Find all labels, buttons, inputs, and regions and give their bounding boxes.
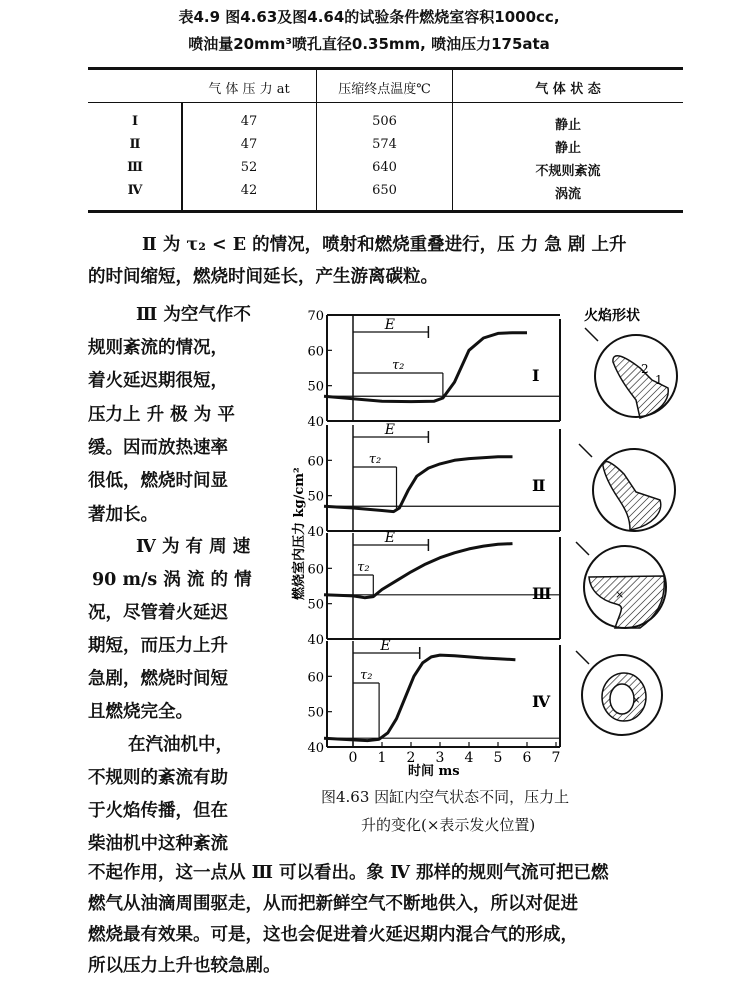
injector-arrow-icon — [579, 444, 592, 457]
panel-name: Ⅲ — [532, 584, 552, 603]
panel-2 — [307, 422, 560, 540]
x-tick-label: 6 — [522, 750, 532, 766]
panel-1 — [307, 309, 560, 430]
cell-state: 静止 — [554, 118, 581, 133]
y-tick-label: 40 — [307, 415, 324, 430]
injector-arrow-icon — [576, 651, 589, 664]
panel-name: Ⅰ — [532, 366, 540, 385]
cell-temperature: 506 — [372, 114, 397, 129]
e-label: E — [384, 422, 395, 438]
side-line: 不规则的紊流有助 — [88, 768, 228, 788]
flame-label: 火焰形状 — [584, 308, 640, 324]
side-line: Ⅳ 为 有 周 速 — [136, 537, 251, 557]
e-label: E — [384, 530, 395, 546]
body-para1-line2: 的时间缩短，燃烧时间延长，产生游离碳粒。 — [88, 267, 438, 287]
side-line: 况，尽管着火延迟 — [88, 603, 228, 623]
side-line: 很低，燃烧时间显 — [88, 471, 228, 491]
cell-temperature: 640 — [372, 160, 397, 175]
side-line: Ⅲ 为空气作不 — [136, 305, 251, 325]
tau-label: τ₂ — [368, 452, 382, 467]
side-line: 著加长。 — [88, 505, 158, 525]
injector-arrow-icon — [576, 542, 589, 555]
side-line: 缓。因而放热速率 — [88, 438, 228, 458]
body-final-line2: 燃气从油滴周围驱走，从而把新鲜空气不断地供入，所以对促进 — [88, 894, 578, 914]
x-tick-label: 2 — [406, 750, 416, 766]
tau-label: τ₂ — [357, 560, 370, 575]
cell-pressure: 52 — [240, 160, 258, 175]
pressure-curve — [324, 333, 527, 402]
side-line: 规则紊流的情况， — [88, 338, 228, 358]
row-label: Ⅱ — [129, 137, 141, 152]
flame-shape-4 — [576, 651, 662, 735]
row-label: Ⅲ — [127, 160, 143, 175]
y-axis-label: 燃烧室内压力 kg/cm² — [292, 467, 307, 600]
x-tick-label: 0 — [348, 750, 358, 766]
cell-state: 涡流 — [554, 187, 581, 202]
body-final-line3: 燃烧最有效果。可是，这也会促进着火延迟期内混合气的形成， — [88, 925, 578, 945]
flame-shape-1 — [585, 328, 677, 418]
figure-caption-line2: 升的变化(×表示发火位置) — [361, 816, 536, 834]
y-tick-label: 60 — [307, 344, 324, 360]
x-axis-label: 时间 ms — [408, 764, 460, 779]
row-label: Ⅰ — [131, 114, 139, 129]
x-tick-label: 3 — [435, 750, 445, 766]
panel-name: Ⅳ — [532, 692, 551, 711]
side-line: 柴油机中这种紊流 — [88, 834, 228, 854]
x-tick-label: 4 — [464, 750, 474, 766]
y-tick-label: 50 — [307, 489, 324, 505]
y-tick-label: 40 — [307, 741, 324, 756]
table-header-temperature: 压缩终点温度℃ — [338, 82, 431, 97]
side-line: 90 m/s 涡 流 的 情 — [92, 570, 252, 590]
y-tick-label: 40 — [307, 525, 324, 540]
flame-zone-label: 1 — [655, 373, 663, 387]
side-line: 于火焰传播，但在 — [88, 801, 228, 821]
y-tick-label: 40 — [307, 633, 324, 648]
flame-shape-3 — [576, 542, 666, 628]
side-line: 急剧，燃烧时间短 — [88, 669, 228, 689]
side-line: 压力上 升 极 为 平 — [88, 405, 235, 425]
y-tick-label: 50 — [307, 597, 324, 613]
cell-temperature: 574 — [372, 137, 397, 152]
flame-zone-label: 2 — [641, 362, 649, 376]
y-tick-label: 60 — [307, 562, 324, 578]
cell-pressure: 42 — [240, 183, 258, 198]
y-tick-label: 70 — [307, 309, 324, 324]
table-header-pressure: 气 体 压 力 at — [208, 82, 290, 97]
row-label: Ⅳ — [127, 183, 143, 198]
ignition-mark-icon: × — [632, 695, 641, 706]
figure-caption-line1: 图4.63 因缸内空气状态不同，压力上 — [321, 788, 570, 806]
cell-pressure: 47 — [240, 114, 258, 129]
x-tick-label: 7 — [551, 750, 561, 766]
cell-pressure: 47 — [240, 137, 258, 152]
table-title-line1: 表4.9 图4.63及图4.64的试验条件燃烧室容积1000cc, — [178, 8, 560, 26]
cell-temperature: 650 — [372, 183, 397, 198]
body-para1-line1: Ⅱ 为 τ₂ < E 的情况，喷射和燃烧重叠进行，压 力 急 剧 上升 — [142, 235, 627, 255]
table-header-state: 气 体 状 态 — [535, 82, 601, 97]
body-final-line1: 不起作用，这一点从 Ⅲ 可以看出。象 Ⅳ 那样的规则气流可把已燃 — [88, 863, 609, 883]
panel-3 — [307, 530, 560, 648]
y-tick-label: 50 — [307, 705, 324, 721]
injector-arrow-icon — [585, 328, 598, 341]
flame-shapes — [576, 307, 677, 735]
x-tick-label: 1 — [377, 750, 387, 766]
side-line: 且燃烧完全。 — [88, 702, 193, 722]
tau-label: τ₂ — [360, 668, 373, 683]
x-tick-label: 5 — [493, 750, 503, 766]
y-tick-label: 50 — [307, 379, 324, 395]
tau-label: τ₂ — [391, 358, 405, 373]
y-tick-label: 60 — [307, 454, 324, 470]
cell-state: 静止 — [554, 141, 581, 156]
flame-shape-2 — [579, 444, 675, 531]
table-title-line2: 喷油量20mm³喷孔直径0.35mm, 喷油压力175ata — [188, 35, 550, 53]
side-line: 在汽油机中， — [128, 735, 233, 755]
side-line: 着火延迟期很短， — [88, 371, 228, 391]
e-label: E — [384, 317, 395, 333]
side-line: 期短，而压力上升 — [88, 636, 228, 656]
y-tick-label: 60 — [307, 670, 324, 686]
body-final-line4: 所以压力上升也较急剧。 — [88, 956, 281, 976]
panel-4 — [307, 638, 560, 766]
cell-state: 不规则紊流 — [535, 164, 601, 179]
ignition-mark-icon: × — [615, 588, 625, 601]
panel-name: Ⅱ — [532, 476, 546, 495]
e-label: E — [380, 638, 391, 654]
